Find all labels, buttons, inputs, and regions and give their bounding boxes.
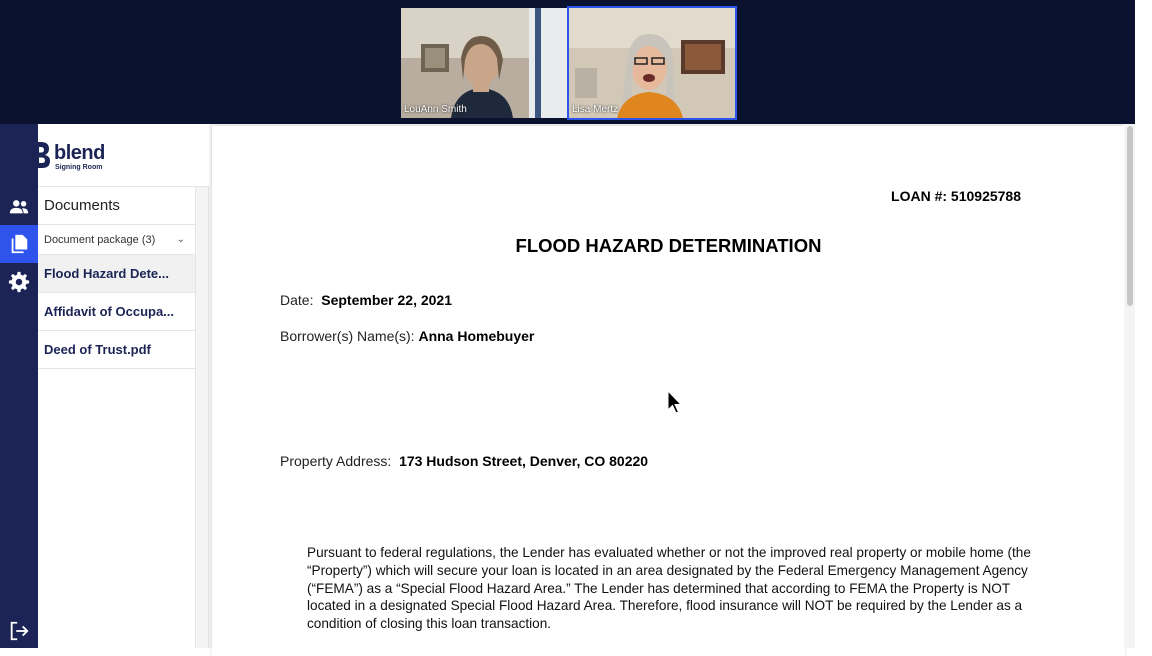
document-title: FLOOD HAZARD DETERMINATION xyxy=(515,235,822,256)
document-package-dropdown[interactable] xyxy=(38,225,195,255)
logout-icon xyxy=(8,620,30,642)
document-item-affidavit[interactable]: Affidavit of Occupa... xyxy=(38,293,195,331)
logout-button[interactable] xyxy=(8,620,30,642)
brand-name: blend xyxy=(54,142,105,164)
determination-paragraph: Pursuant to federal regulations, the Lender has evaluated whether or not the improved real property or mobile home (the “Property”) which will secure your loan is located in an area designated by the Federal Emergency Management Agency (“FEMA”) as a “Special Flood Hazard Area.” The Lender has determined that according to FEMA the Property is NOT located in a designated Special Flood Hazard Area. Therefore, flood insurance will NOT be required by the Lender as a condition of closing this loan transaction. xyxy=(307,545,1031,632)
documents-icon xyxy=(8,233,30,255)
document-viewer[interactable] xyxy=(209,124,1135,648)
participant-name: LouAnn Smith xyxy=(404,104,467,115)
participant-name: Lisa Mertz xyxy=(572,104,619,115)
borrower-value: Anna Homebuyer xyxy=(418,328,535,344)
documents-nav-button[interactable] xyxy=(0,225,38,263)
address-value: 173 Hudson Street, Denver, CO 80220 xyxy=(399,453,649,469)
people-icon xyxy=(8,196,30,218)
date-label: Date: xyxy=(280,292,314,308)
documents-heading: Documents xyxy=(38,187,195,225)
documents-panel xyxy=(38,187,196,648)
nav-rail xyxy=(0,124,38,648)
loan-number: LOAN #: 510925788 xyxy=(891,188,1021,204)
address-label: Property Address: xyxy=(280,453,392,469)
borrower-label: Borrower(s) Name(s): xyxy=(280,328,415,344)
participants-nav-button[interactable] xyxy=(0,188,38,226)
chevron-down-icon: ⌄ xyxy=(176,234,185,245)
document-package-label: Document package (3) xyxy=(44,234,156,246)
video-tile-lisa[interactable] xyxy=(569,8,735,118)
address-field xyxy=(280,453,648,469)
participant-video xyxy=(569,8,735,118)
borrower-field xyxy=(280,328,534,344)
participant-video xyxy=(401,8,567,118)
settings-nav-button[interactable] xyxy=(0,263,38,301)
document-item-deed-of-trust[interactable]: Deed of Trust.pdf xyxy=(38,331,195,369)
date-value: September 22, 2021 xyxy=(321,292,452,308)
gear-icon xyxy=(8,271,30,293)
document-sidebar xyxy=(38,124,209,648)
blend-logo-icon xyxy=(31,140,53,170)
document-item-flood-hazard[interactable]: Flood Hazard Dete... xyxy=(38,255,195,293)
video-tile-louann[interactable] xyxy=(401,8,567,118)
brand-subtitle: Signing Room xyxy=(55,164,103,171)
video-call-bar xyxy=(0,0,1135,124)
document-scrollbar[interactable] xyxy=(1124,124,1135,648)
date-field xyxy=(280,292,452,308)
mouse-cursor-icon xyxy=(667,390,683,416)
scrollbar-thumb[interactable] xyxy=(1127,126,1133,306)
brand-logo xyxy=(38,124,209,187)
